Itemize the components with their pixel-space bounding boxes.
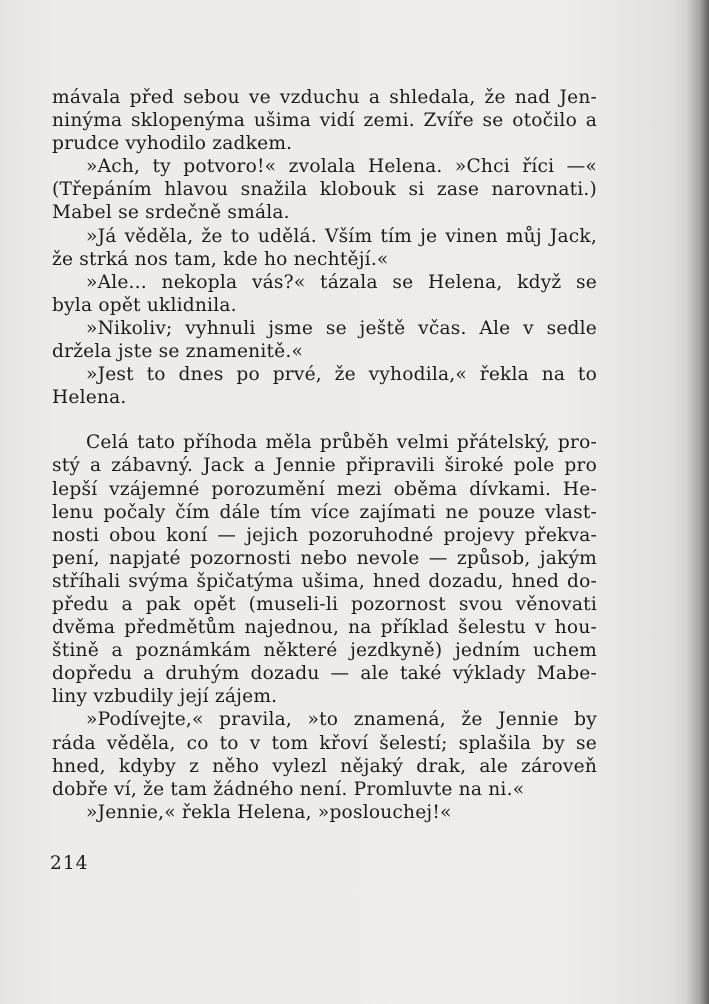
text-line: pení, napjaté pozornosti nebo nevole — způsob, jakým [52, 547, 597, 569]
paragraph [52, 225, 597, 271]
text-line: nosti obou koní — jejich pozoruhodné projevy překva- [52, 524, 597, 546]
text-line: liny vzbudily její zájem. [52, 686, 278, 708]
text-line: »Já věděla, že to udělá. Vším tím je vinen můj Jack, [86, 225, 597, 247]
text-line: »Jest to dnes po prvé, že vyhodila,« řekla na to [86, 364, 597, 386]
text-line: »Nikoliv; vyhnuli jsme se ještě včas. Ale v sedle [86, 317, 597, 339]
text-line: stříhali svýma špičatýma ušima, hned dozadu, hned do- [52, 570, 597, 592]
text-line: předu a pak opět (museli-li pozornost svou věnovati [52, 593, 597, 615]
text-line: ráda věděla, co to v tom křoví šelestí; splašila by se [52, 732, 597, 754]
paragraph-gap [52, 409, 597, 431]
paragraph [52, 271, 597, 317]
paragraph [52, 801, 597, 824]
text-line: (Třepáním hlavou snažila klobouk si zase narovnati.) [52, 179, 597, 201]
text-line: stý a zábavný. Jack a Jennie připravili široké pole pro [52, 455, 597, 477]
text-line: »Ale... nekopla vás?« tázala se Helena, když se [86, 271, 597, 293]
text-line: lenu počaly čím dále tím více zajímati ne pouze vlast- [52, 501, 597, 523]
text-line: prudce vyhodilo zadkem. [52, 133, 293, 155]
paragraph [52, 431, 597, 708]
binding-shadow [687, 0, 709, 1004]
text-line: »Jennie,« řekla Helena, »poslouchej!« [86, 801, 452, 823]
text-line: Helena. [52, 387, 127, 409]
text-line: dopředu a druhým dozadu — ale také výklady Mabe- [52, 663, 597, 685]
text-line: »Podívejte,« pravila, »to znamená, že Jennie by [86, 709, 597, 731]
text-line: dvěma předmětům najednou, na příklad šelestu v hou- [52, 617, 597, 639]
text-line: mávala před sebou ve vzduchu a shledala, že nad Jen- [52, 87, 597, 108]
text-line: ninýma sklopenýma ušima vidí zemi. Zvíře se otočilo a [52, 110, 597, 132]
text-line: Celá tato příhoda měla průběh velmi přátelský, pro- [86, 432, 597, 454]
text-line: dobře ví, že tam žádného není. Promluvte na ni.« [52, 778, 525, 800]
text-line: Mabel se srdečně smála. [52, 202, 290, 224]
text-line: byla opět uklidnila. [52, 294, 237, 316]
text-line: lepší vzájemné porozumění mezi oběma dívkami. He- [52, 478, 597, 500]
text-line: že strká nos tam, kde ho nechtějí.« [52, 248, 389, 270]
paragraph [52, 363, 597, 409]
paragraph [52, 317, 597, 363]
paragraph [52, 708, 597, 800]
text-line: »Ach, ty potvoro!« zvolala Helena. »Chci říci —« [86, 156, 597, 178]
paragraph [52, 155, 597, 224]
text-line: hned, kdyby z něho vylezl nějaký drak, ale zároveň [52, 755, 597, 777]
text-line: štině a poznámkám některé jezdkyně) jedním uchem [52, 640, 597, 662]
paragraph [52, 86, 597, 155]
text-line: držela jste se znamenitě.« [52, 341, 304, 363]
body-text [52, 86, 597, 824]
page-number: 214 [50, 853, 89, 874]
